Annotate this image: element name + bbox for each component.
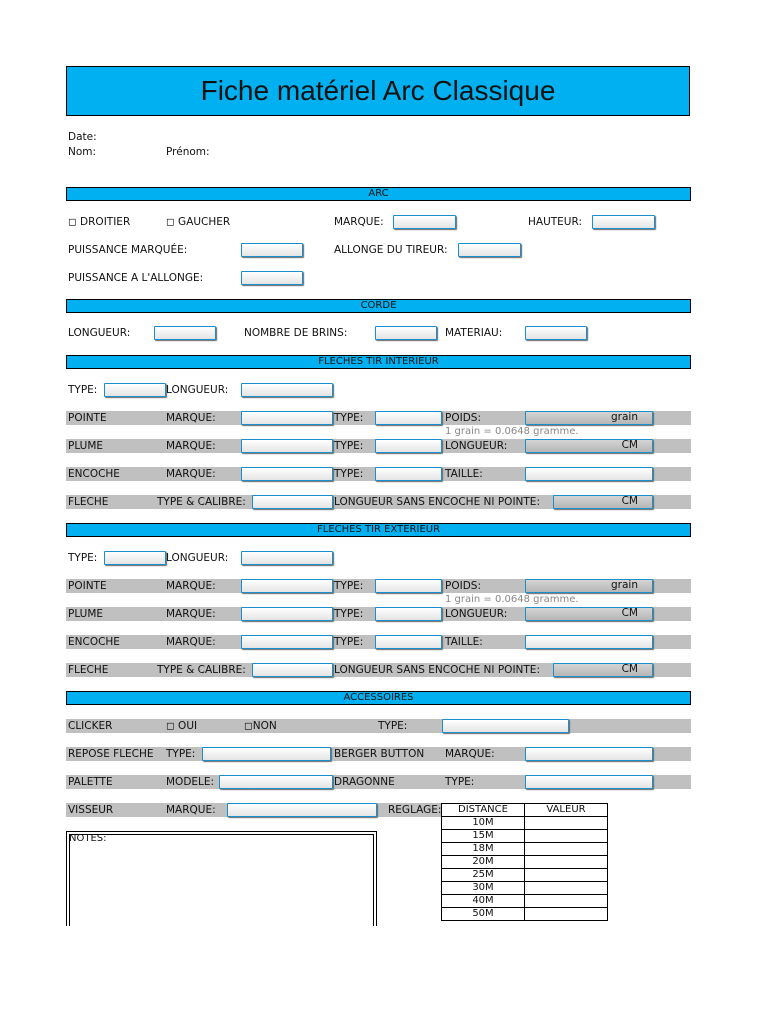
- repose-type-field[interactable]: [202, 747, 331, 761]
- dragonne-label: DRAGONNE: [334, 776, 395, 788]
- clicker-type-field[interactable]: [442, 719, 569, 733]
- int-longueur-label: LONGUEUR:: [166, 384, 229, 396]
- ext-encoche-label: ENCOCHE: [68, 636, 120, 648]
- ext-pointe-marque-label: MARQUE:: [166, 580, 216, 592]
- valeur-cell[interactable]: [525, 856, 608, 869]
- brins-field[interactable]: [375, 326, 437, 340]
- ext-plume-marque-label: MARQUE:: [166, 608, 216, 620]
- table-row: [442, 895, 608, 908]
- reglage-label: REGLAGE:: [388, 804, 442, 816]
- palette-label: PALETTE: [68, 776, 113, 788]
- int-encoche-marque-field[interactable]: [241, 467, 333, 481]
- distance-cell: 40M: [442, 895, 525, 908]
- hauteur-label: HAUTEUR:: [528, 216, 583, 228]
- table-row: [442, 817, 608, 830]
- valeur-cell[interactable]: [525, 869, 608, 882]
- table-row: [442, 882, 608, 895]
- int-taille-label: TAILLE:: [445, 468, 483, 480]
- distance-header: DISTANCE: [442, 804, 525, 817]
- int-plume-longueur-field[interactable]: [525, 439, 653, 453]
- distance-cell: 25M: [442, 869, 525, 882]
- ext-type-field[interactable]: [104, 551, 166, 565]
- ext-plume-longueur-field[interactable]: [525, 607, 653, 621]
- repose-type-label: TYPE:: [166, 748, 196, 760]
- visseur-marque-label: MARQUE:: [166, 804, 216, 816]
- visseur-marque-field[interactable]: [227, 803, 377, 817]
- section-arc: ARC: [66, 187, 691, 201]
- ext-pointe-type-label: TYPE:: [334, 580, 364, 592]
- ext-plume-type-label: TYPE:: [334, 608, 364, 620]
- allonge-tireur-label: ALLONGE DU TIREUR:: [334, 244, 448, 256]
- berger-label: BERGER BUTTON: [334, 748, 425, 760]
- brins-label: NOMBRE DE BRINS:: [244, 327, 348, 339]
- ext-calibre-field[interactable]: [252, 663, 333, 677]
- ext-longueur-sans-label: LONGUEUR SANS ENCOCHE NI POINTE:: [334, 664, 540, 676]
- table-row: [442, 843, 608, 856]
- int-plume-marque-label: MARQUE:: [166, 440, 216, 452]
- distance-cell: 30M: [442, 882, 525, 895]
- valeur-cell[interactable]: [525, 908, 608, 921]
- int-encoche-type-field[interactable]: [375, 467, 442, 481]
- ext-calibre-label: TYPE & CALIBRE:: [157, 664, 246, 676]
- table-row: [442, 856, 608, 869]
- ext-plume-marque-field[interactable]: [241, 607, 333, 621]
- valeur-header: VALEUR: [525, 804, 608, 817]
- valeur-cell[interactable]: [525, 830, 608, 843]
- int-plume-type-field[interactable]: [375, 439, 442, 453]
- int-pointe-type-field[interactable]: [375, 411, 442, 425]
- berger-marque-label: MARQUE:: [445, 748, 495, 760]
- int-longueur-field[interactable]: [241, 383, 333, 397]
- section-accessoires: ACCESSOIRES: [66, 691, 691, 705]
- int-grain-note: 1 grain = 0.0648 gramme.: [445, 426, 579, 437]
- int-poids-unit: grain: [611, 411, 638, 423]
- int-plume-label: PLUME: [68, 440, 104, 452]
- palette-modele-label: MODELE:: [166, 776, 215, 788]
- int-fleche-label: FLECHE: [68, 496, 109, 508]
- section-fleches-exterieur: FLECHES TIR EXTERIEUR: [66, 523, 691, 537]
- droitier-checkbox[interactable]: ◻ DROITIER: [68, 216, 131, 228]
- int-taille-field[interactable]: [525, 467, 653, 481]
- distance-cell: 50M: [442, 908, 525, 921]
- clicker-non-checkbox[interactable]: ◻NON: [244, 720, 277, 732]
- arc-marque-field[interactable]: [393, 215, 456, 229]
- int-encoche-marque-label: MARQUE:: [166, 468, 216, 480]
- ext-plume-type-field[interactable]: [375, 607, 442, 621]
- int-type-label: TYPE:: [68, 384, 98, 396]
- ext-longueur-label: LONGUEUR:: [166, 552, 229, 564]
- int-poids-label: POIDS:: [445, 412, 481, 424]
- ext-longueur-field[interactable]: [241, 551, 333, 565]
- allonge-tireur-field[interactable]: [458, 243, 521, 257]
- clicker-label: CLICKER: [68, 720, 113, 732]
- corde-longueur-label: LONGUEUR:: [68, 327, 131, 339]
- ext-longueur-sans-field[interactable]: [553, 663, 653, 677]
- corde-longueur-field[interactable]: [154, 326, 216, 340]
- ext-pointe-type-field[interactable]: [375, 579, 442, 593]
- arc-marque-label: MARQUE:: [334, 216, 384, 228]
- dragonne-type-label: TYPE:: [445, 776, 475, 788]
- int-encoche-label: ENCOCHE: [68, 468, 120, 480]
- int-calibre-label: TYPE & CALIBRE:: [157, 496, 246, 508]
- materiau-field[interactable]: [525, 326, 587, 340]
- int-plume-type-label: TYPE:: [334, 440, 364, 452]
- puissance-allonge-field[interactable]: [241, 271, 303, 285]
- distance-table: [441, 803, 608, 921]
- int-plume-longueur-unit: CM: [621, 439, 638, 451]
- ext-plume-longueur-unit: CM: [621, 607, 638, 619]
- notes-box[interactable]: [66, 831, 377, 931]
- distance-cell: 20M: [442, 856, 525, 869]
- ext-taille-label: TAILLE:: [445, 636, 483, 648]
- int-plume-marque-field[interactable]: [241, 439, 333, 453]
- distance-cell: 18M: [442, 843, 525, 856]
- table-row: [442, 830, 608, 843]
- notes-label: NOTES:: [69, 833, 107, 844]
- ext-fleche-label: FLECHE: [68, 664, 109, 676]
- int-pointe-marque-label: MARQUE:: [166, 412, 216, 424]
- notes-inner-border: [69, 834, 374, 932]
- table-row: [442, 869, 608, 882]
- ext-pointe-label: POINTE: [68, 580, 107, 592]
- int-pointe-marque-field[interactable]: [241, 411, 333, 425]
- puissance-marquee-field[interactable]: [241, 243, 303, 257]
- hauteur-field[interactable]: [592, 215, 655, 229]
- ext-poids-field[interactable]: [525, 579, 653, 593]
- ext-type-label: TYPE:: [68, 552, 98, 564]
- ext-encoche-type-field[interactable]: [375, 635, 442, 649]
- dragonne-type-field[interactable]: [525, 775, 653, 789]
- clicker-oui-checkbox[interactable]: ◻ OUI: [166, 720, 198, 732]
- ext-longueur-sans-unit: CM: [621, 663, 638, 675]
- int-type-field[interactable]: [104, 383, 166, 397]
- nom-label: Nom:: [68, 146, 97, 158]
- distance-cell: 10M: [442, 817, 525, 830]
- valeur-cell[interactable]: [525, 817, 608, 830]
- ext-plume-longueur-label: LONGUEUR:: [445, 608, 508, 620]
- puissance-allonge-label: PUISSANCE A L'ALLONGE:: [68, 272, 204, 284]
- clicker-type-label: TYPE:: [378, 720, 408, 732]
- int-calibre-field[interactable]: [252, 495, 333, 509]
- valeur-cell[interactable]: [525, 843, 608, 856]
- page-title: Fiche matériel Arc Classique: [66, 66, 690, 116]
- valeur-cell[interactable]: [525, 895, 608, 908]
- ext-taille-field[interactable]: [525, 635, 653, 649]
- table-row: [442, 908, 608, 921]
- gaucher-checkbox[interactable]: ◻ GAUCHER: [166, 216, 231, 228]
- page-bottom-margin: [0, 926, 768, 1024]
- ext-grain-note: 1 grain = 0.0648 gramme.: [445, 594, 579, 605]
- distance-cell: 15M: [442, 830, 525, 843]
- valeur-cell[interactable]: [525, 882, 608, 895]
- int-plume-longueur-label: LONGUEUR:: [445, 440, 508, 452]
- ext-pointe-marque-field[interactable]: [241, 579, 333, 593]
- date-label: Date:: [68, 131, 97, 143]
- int-longueur-sans-field[interactable]: [553, 495, 653, 509]
- berger-marque-field[interactable]: [525, 747, 653, 761]
- int-pointe-type-label: TYPE:: [334, 412, 364, 424]
- palette-modele-field[interactable]: [219, 775, 333, 789]
- ext-poids-unit: grain: [611, 579, 638, 591]
- distance-table-header: [442, 804, 608, 817]
- int-longueur-sans-unit: CM: [621, 495, 638, 507]
- ext-poids-label: POIDS:: [445, 580, 481, 592]
- prenom-label: Prénom:: [166, 146, 210, 158]
- ext-encoche-marque-label: MARQUE:: [166, 636, 216, 648]
- ext-encoche-type-label: TYPE:: [334, 636, 364, 648]
- materiau-label: MATERIAU:: [445, 327, 503, 339]
- section-corde: CORDE: [66, 299, 691, 313]
- visseur-label: VISSEUR: [68, 804, 114, 816]
- int-pointe-label: POINTE: [68, 412, 107, 424]
- int-encoche-type-label: TYPE:: [334, 468, 364, 480]
- puissance-marquee-label: PUISSANCE MARQUÉE:: [68, 244, 188, 256]
- int-poids-field[interactable]: [525, 411, 653, 425]
- repose-fleche-label: REPOSE FLECHE: [68, 748, 154, 760]
- int-longueur-sans-label: LONGUEUR SANS ENCOCHE NI POINTE:: [334, 496, 540, 508]
- section-fleches-interieur: FLECHES TIR INTERIEUR: [66, 355, 691, 369]
- ext-encoche-marque-field[interactable]: [241, 635, 333, 649]
- ext-plume-label: PLUME: [68, 608, 104, 620]
